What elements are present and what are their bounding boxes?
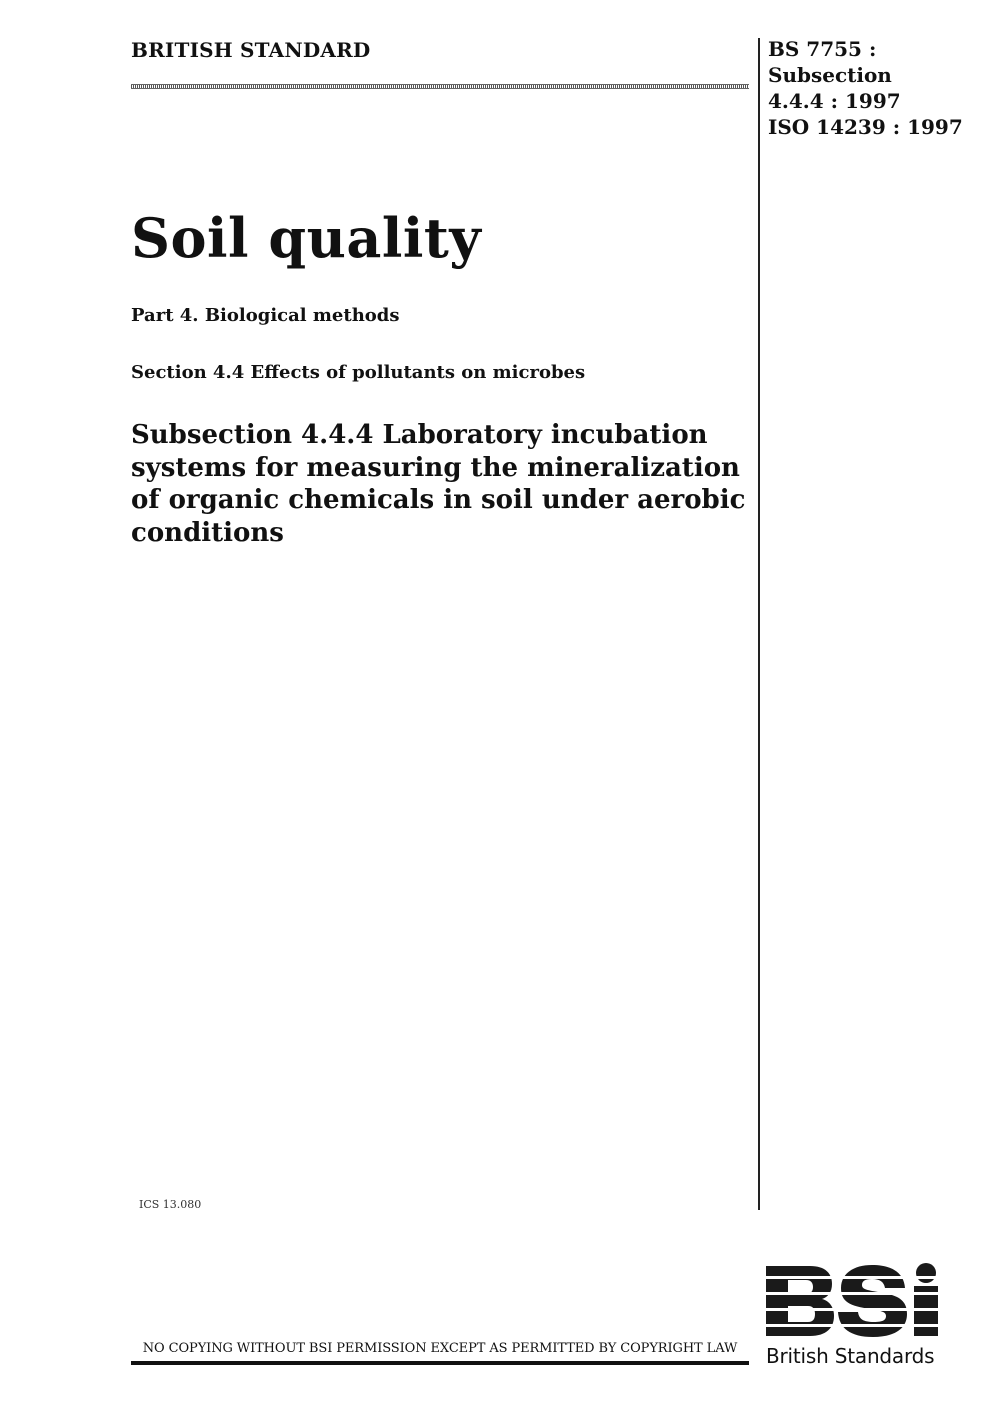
main-title: Soil quality (131, 206, 482, 270)
vertical-divider (758, 38, 760, 1210)
subsection-title (131, 419, 756, 549)
subsection-title-line: conditions (131, 517, 284, 548)
reference-line: ISO 14239 : 1997 (768, 115, 963, 139)
bsi-logo-mark-icon (766, 1262, 946, 1340)
header-rule (131, 84, 749, 89)
standard-reference (768, 36, 978, 140)
footer-rule (131, 1361, 749, 1365)
subsection-title-line: systems for measuring the mineralization (131, 452, 740, 483)
subsection-title-line: Subsection 4.4.4 Laboratory incubation (131, 420, 708, 450)
reference-line: 4.4.4 : 1997 (768, 89, 901, 113)
part-title: Part 4. Biological methods (131, 305, 400, 326)
reference-line: Subsection (768, 63, 892, 87)
ics-code: ICS 13.080 (139, 1198, 202, 1211)
subsection-title-line: of organic chemicals in soil under aerobic (131, 485, 746, 515)
copyright-notice: NO COPYING WITHOUT BSI PERMISSION EXCEPT AS PERMITTED BY COPYRIGHT LAW (142, 1341, 738, 1356)
header-label: BRITISH STANDARD (131, 38, 371, 62)
reference-line: BS 7755 : (768, 37, 877, 61)
section-title: Section 4.4 Effects of pollutants on microbes (131, 362, 586, 383)
logo-caption: British Standards (766, 1344, 935, 1368)
